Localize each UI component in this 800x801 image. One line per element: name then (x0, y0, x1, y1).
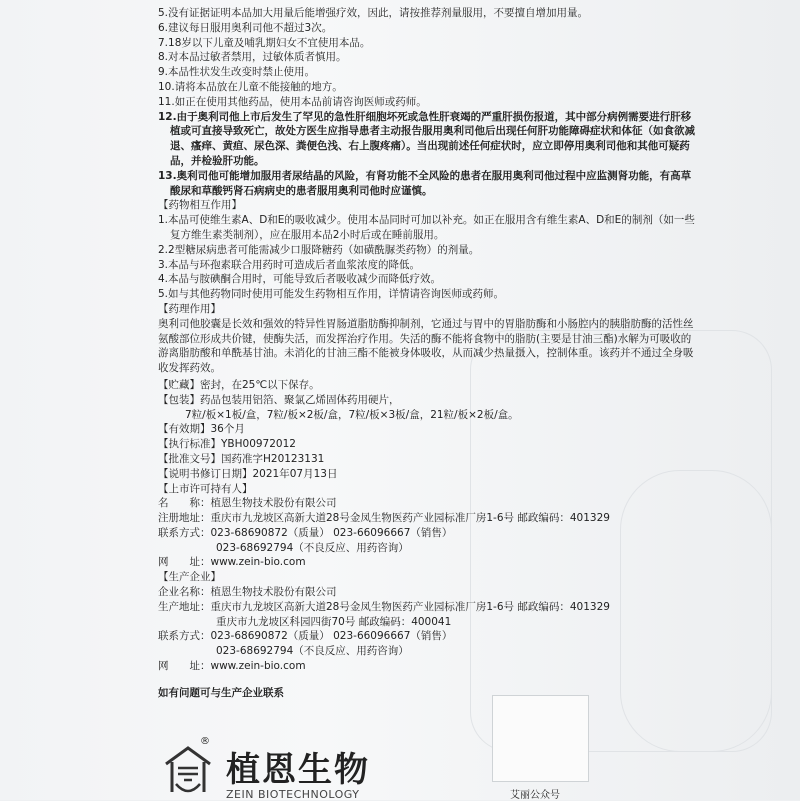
pharmacology-line: 游离脂肪酸和单酰基甘油。未消化的甘油三酯不能被身体吸收，从而减少热量摄入，控制体重。该药并不通过全身吸 (158, 347, 694, 360)
qr-code-box (492, 695, 589, 782)
precaution-5: 5.没有证据证明本品加大用量后能增强疗效，因此，请按推荐剂量服用，不要擅自增加用量。 (158, 7, 589, 19)
section-header-interactions: 【药物相互作用】 (158, 199, 242, 212)
producer-tel-row (158, 629, 738, 644)
company-logo (160, 736, 390, 801)
producer-address-label: 生产地址： (158, 600, 211, 613)
section-header-revision: 【说明书修订日期】 (158, 467, 253, 480)
section-header-storage: 【贮藏】 (158, 378, 200, 391)
pharmacology-line: 收发挥药效。 (158, 362, 221, 375)
precaution-10: 10.请将本品放在儿童不能接触的地方。 (158, 80, 343, 93)
producer-web-label: 网 址： (158, 660, 211, 673)
producer-address: 重庆市九龙坡区高新大道28号金凤生物医药产业园标准厂房1-6号 邮政编码：401329 (210, 600, 610, 613)
precaution-12-line: 退、瘙痒、黄疸、尿色深、粪便色浅、右上腹疼痛）。当出现前述任何症状时，应立即停用奥利司他和其他可疑药 (170, 140, 690, 153)
precaution-11: 11.如正在使用其他药品，使用本品前请咨询医师或药师。 (158, 95, 427, 108)
registered-mark: ® (200, 736, 210, 747)
section-header-standard: 【执行标准】 (158, 438, 221, 451)
holder-address: 重庆市九龙坡区高新大道28号金凤生物医药产业园标准厂房1-6号 邮政编码：401329 (210, 512, 610, 525)
holder-tel-row (158, 526, 738, 541)
holder-web-row (158, 555, 738, 570)
section-header-validity: 【有效期】 (158, 423, 211, 436)
holder-tel2: 023-68692794（不良反应、用药咨询） (216, 541, 409, 554)
interaction-line: 2.2型糖尿病患者可能需减少口服降糖药（如磺酰脲类药物）的剂量。 (158, 243, 480, 256)
revision-value: 2021年07月13日 (252, 467, 338, 480)
approval-row (158, 452, 738, 467)
precaution-8: 8.对本品过敏者禁用，过敏体质者慎用。 (158, 51, 347, 64)
producer-tel-label: 联系方式： (158, 630, 211, 643)
producer-tel: 023-68690872（质量） 023-66096667（销售） (210, 630, 453, 643)
holder-name-row (158, 496, 738, 511)
precaution-7: 7.18岁以下儿童及哺乳期妇女不宜使用本品。 (158, 36, 371, 49)
holder-tel: 023-68690872（质量） 023-66096667（销售） (210, 526, 453, 539)
precaution-12-line: 品，并检验肝功能。 (170, 154, 265, 167)
validity-value: 36个月 (210, 423, 245, 436)
contact-note: 如有问题可与生产企业联系 (158, 686, 284, 699)
validity-row (158, 422, 738, 437)
section-header-producer: 【生产企业】 (158, 571, 221, 584)
producer-address2: 重庆市九龙坡区科园四街70号 邮政编码：400041 (216, 615, 452, 628)
standard-value: YBH00972012 (221, 438, 296, 451)
leaflet-text (158, 6, 738, 701)
section-header-pharmacology: 【药理作用】 (158, 302, 221, 315)
logo-english-name: ZEIN BIOTECHNOLOGY (226, 788, 360, 801)
package-value-line2: 7粒/板×1板/盒，7粒/板×2板/盒，7粒/板×3板/盒，21粒/板×2板/盒。 (185, 408, 519, 421)
approval-value: 国药准字H20123131 (221, 452, 325, 465)
producer-name-label: 企业名称： (158, 586, 211, 599)
holder-address-label: 注册地址： (158, 512, 211, 525)
package-value: 药品包装用铝箔、聚氯乙烯固体药用硬片， (200, 393, 400, 406)
producer-name-row (158, 585, 738, 600)
precaution-6: 6.建议每日服用奥利司他不超过3次。 (158, 21, 333, 34)
section-header-holder: 【上市许可持有人】 (158, 482, 253, 495)
producer-tel2: 023-68692794（不良反应、用药咨询） (216, 645, 409, 658)
section-header-package: 【包装】 (158, 393, 200, 406)
pharmacology-line: 奥利司他胶囊是长效和强效的特异性胃肠道脂肪酶抑制剂，它通过与胃中的胃脂肪酶和小肠腔内的胰脂肪酶的活性丝 (158, 317, 694, 330)
section-header-approval: 【批准文号】 (158, 452, 221, 465)
qr-code-label: 艾丽公众号 (510, 790, 560, 801)
interaction-line: 5.如与其他药物同时使用可能发生药物相互作用，详情请咨询医师或药师。 (158, 288, 505, 301)
interaction-line: 3.本品与环孢素联合用药时可造成后者血浆浓度的降低。 (158, 258, 421, 271)
interaction-line: 复方维生素类制剂），应在服用本品2小时后或在睡前服用。 (170, 228, 445, 241)
package-row (158, 393, 738, 408)
interaction-line: 1.本品可使维生素A、D和E的吸收减少。使用本品同时可加以补充。如正在服用含有维生素A、D和E的制剂（如一些 (158, 214, 695, 227)
precaution-13-line: 13.奥利司他可能增加服用者尿结晶的风险，有肾功能不全风险的患者在服用奥利司他过程中应监测肾功能，有高草 (158, 169, 692, 182)
standard-row (158, 437, 738, 452)
precaution-12-line: 植或可直接导致死亡，故处方医生应指导患者主动报告服用奥利司他后出现任何肝功能障碍症状和体征（如食欲减 (170, 125, 695, 138)
interaction-line: 4.本品与胺碘酮合用时，可能导致后者吸收减少而降低疗效。 (158, 273, 442, 286)
precaution-9: 9.本品性状发生改变时禁止使用。 (158, 66, 316, 79)
storage-value: 密封，在25℃以下保存。 (200, 378, 320, 391)
producer-web-row (158, 659, 738, 674)
producer-address-row (158, 600, 738, 615)
holder-tel-label: 联系方式： (158, 526, 211, 539)
precaution-13-line: 酸尿和草酸钙肾石病病史的患者服用奥利司他时应谨慎。 (170, 184, 433, 197)
revision-row (158, 467, 738, 482)
holder-name-label: 名 称： (158, 497, 211, 510)
producer-web-link[interactable]: www.zein-bio.com (210, 660, 306, 673)
zein-emblem-icon (160, 742, 216, 800)
holder-name: 植恩生物技术股份有限公司 (210, 497, 337, 510)
storage-row (158, 378, 738, 393)
holder-web-link[interactable]: www.zein-bio.com (210, 556, 306, 569)
logo-chinese-name: 植恩生物 (226, 750, 370, 790)
holder-web-label: 网 址： (158, 556, 211, 569)
precaution-12-line: 12.由于奥利司他上市后发生了罕见的急性肝细胞坏死或急性肝衰竭的严重肝损伤报道，其中部分病例需要进行肝移 (158, 110, 692, 123)
pharmacology-line: 氨酸部位形成共价键，使酶失活，而发挥治疗作用。失活的酶不能将食物中的脂肪(主要是甘油三酯)水解为可吸收的 (158, 332, 692, 345)
holder-address-row (158, 511, 738, 526)
producer-name: 植恩生物技术股份有限公司 (210, 586, 337, 599)
